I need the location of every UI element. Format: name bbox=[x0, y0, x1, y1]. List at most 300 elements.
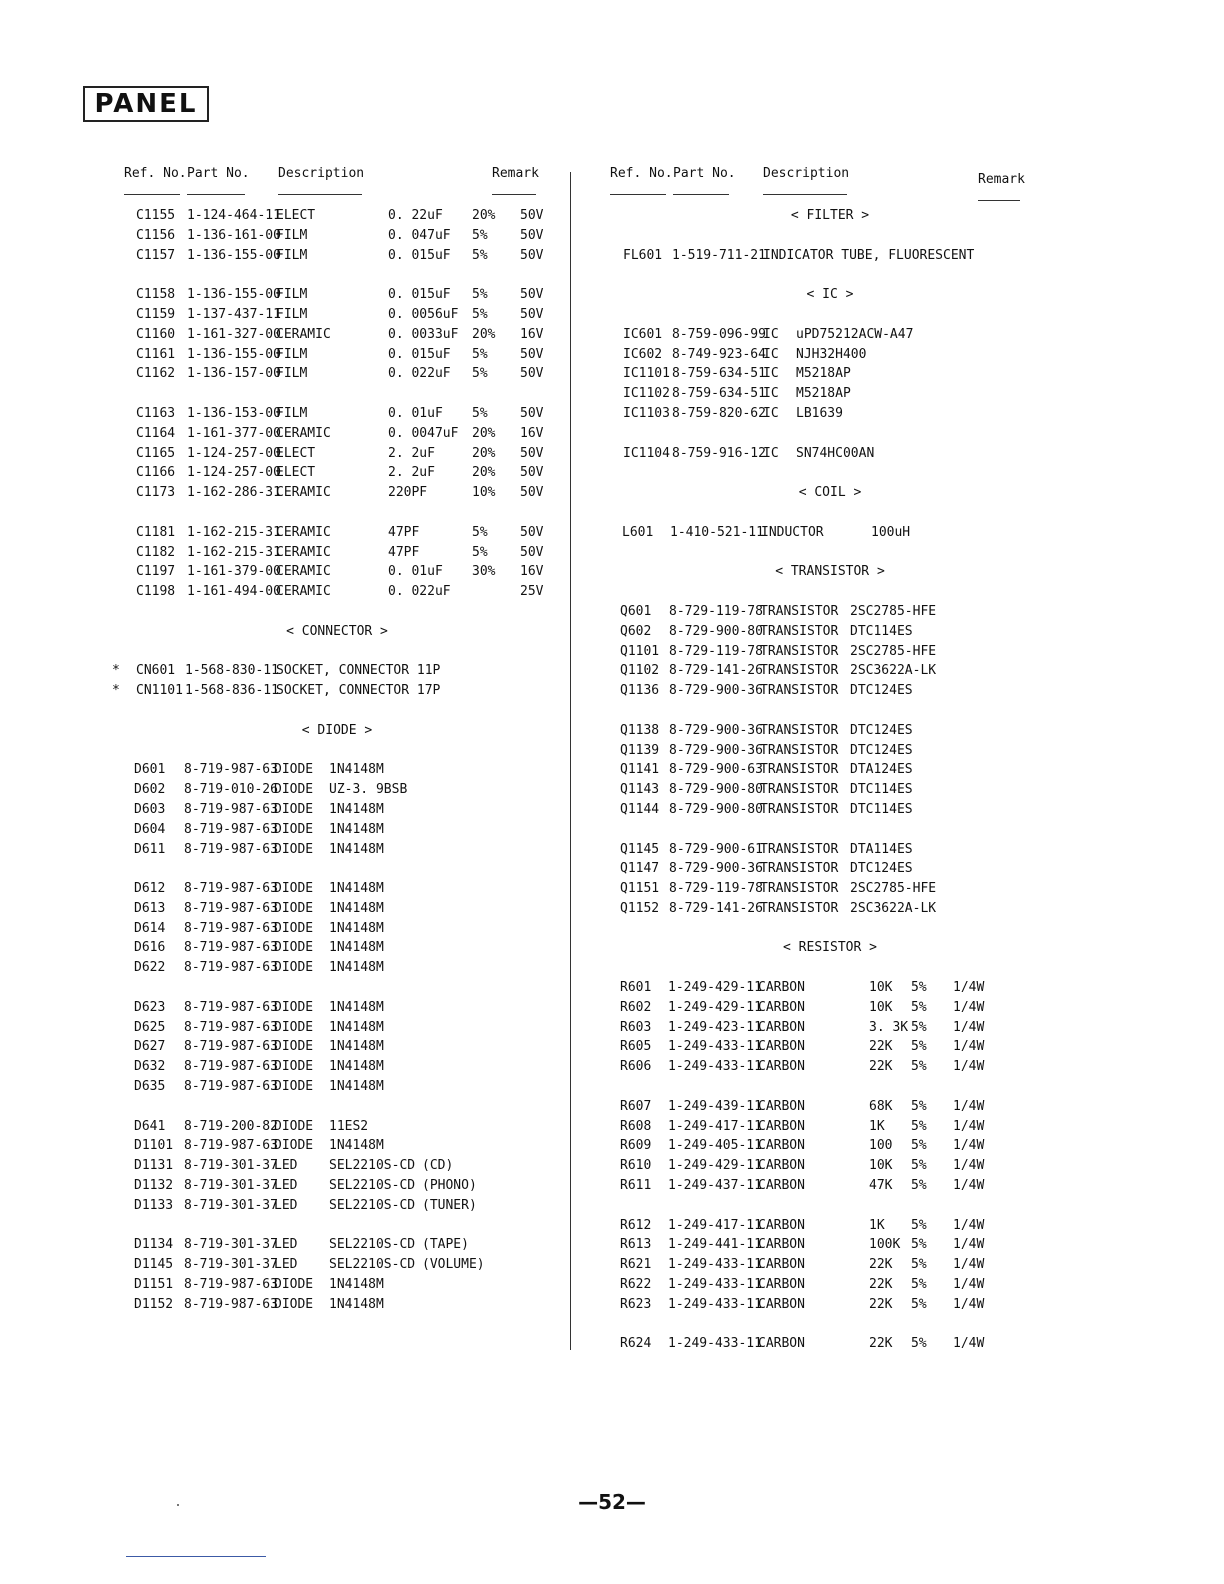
ref-no: D1134 bbox=[134, 1237, 174, 1253]
value: 0. 01uF bbox=[388, 405, 443, 421]
part-no: 8-729-900-36 bbox=[669, 742, 763, 758]
part-row bbox=[112, 1057, 562, 1077]
part-no: 8-759-820-62 bbox=[672, 405, 766, 421]
section-title: < CONNECTOR > bbox=[286, 623, 388, 639]
part-row bbox=[610, 978, 1050, 998]
description: DIODE bbox=[274, 841, 314, 857]
part-row bbox=[610, 760, 1050, 780]
tolerance: 5% bbox=[911, 1118, 927, 1134]
description: TRANSISTOR bbox=[760, 603, 839, 619]
part-no: 8-759-916-12 bbox=[672, 445, 766, 461]
model-no: UZ-3. 9BSB bbox=[329, 782, 408, 798]
part-row bbox=[112, 1037, 562, 1057]
voltage-rating: 50V bbox=[520, 485, 544, 501]
part-no: 8-749-923-64 bbox=[672, 346, 766, 362]
part-row bbox=[610, 622, 1050, 642]
description: SOCKET, CONNECTOR 11P bbox=[276, 663, 441, 679]
ref-no: Q1136 bbox=[620, 683, 660, 699]
model-no: SEL2210S-CD bbox=[329, 1178, 416, 1194]
ref-no: D1145 bbox=[134, 1257, 174, 1273]
ref-no: C1158 bbox=[136, 287, 176, 303]
part-row bbox=[112, 404, 562, 424]
function-note: (TUNER) bbox=[422, 1197, 477, 1213]
page-title: PANEL bbox=[83, 86, 209, 122]
part-row bbox=[112, 424, 562, 444]
row-spacer bbox=[112, 265, 562, 285]
value: 0. 0047uF bbox=[388, 425, 459, 441]
left-parts-list bbox=[112, 206, 562, 1315]
row-spacer bbox=[610, 1315, 1050, 1335]
tolerance: 5% bbox=[911, 1039, 927, 1055]
tolerance: 5% bbox=[911, 1138, 927, 1154]
part-row bbox=[610, 1117, 1050, 1137]
tolerance: 5% bbox=[911, 1178, 927, 1194]
ref-no: R609 bbox=[620, 1138, 652, 1154]
part-no: 8-719-987-63 bbox=[184, 940, 278, 956]
row-spacer bbox=[112, 503, 562, 523]
power-rating: 1/4W bbox=[953, 1059, 985, 1075]
ref-no: C1166 bbox=[136, 465, 176, 481]
description: CARBON bbox=[758, 1158, 805, 1174]
voltage-rating: 50V bbox=[520, 247, 544, 263]
model-no: SEL2210S-CD bbox=[329, 1257, 416, 1273]
part-no: 8-719-987-63 bbox=[184, 801, 278, 817]
tolerance: 5% bbox=[472, 524, 488, 540]
voltage-rating: 16V bbox=[520, 326, 544, 342]
tolerance: 5% bbox=[911, 999, 927, 1015]
ref-no: D616 bbox=[134, 940, 166, 956]
part-row bbox=[112, 1176, 562, 1196]
section-title: < TRANSISTOR > bbox=[775, 564, 885, 580]
description: IC bbox=[763, 366, 779, 382]
part-no: 8-729-900-36 bbox=[669, 861, 763, 877]
ref-no: C1164 bbox=[136, 425, 176, 441]
power-rating: 1/4W bbox=[953, 1039, 985, 1055]
ref-no: R607 bbox=[620, 1098, 652, 1114]
voltage-rating: 50V bbox=[520, 287, 544, 303]
ref-no: CN1101 bbox=[136, 683, 183, 699]
part-row bbox=[610, 325, 1050, 345]
model-no: uPD75212ACW-A47 bbox=[796, 326, 914, 342]
description: CERAMIC bbox=[276, 584, 331, 600]
ref-no: IC601 bbox=[623, 326, 663, 342]
part-row bbox=[112, 820, 562, 840]
power-rating: 1/4W bbox=[953, 1158, 985, 1174]
ref-no: IC1102 bbox=[623, 386, 670, 402]
voltage-rating: 50V bbox=[520, 227, 544, 243]
ref-no: D1151 bbox=[134, 1277, 174, 1293]
part-no: 1-161-494-00 bbox=[187, 584, 281, 600]
part-row bbox=[112, 206, 562, 226]
row-spacer bbox=[112, 978, 562, 998]
description: TRANSISTOR bbox=[760, 861, 839, 877]
description: DIODE bbox=[274, 1138, 314, 1154]
part-no: 8-729-119-78 bbox=[669, 603, 763, 619]
value: 0. 015uF bbox=[388, 346, 451, 362]
part-no: 8-719-010-26 bbox=[184, 782, 278, 798]
part-no: 8-729-900-61 bbox=[669, 841, 763, 857]
description: DIODE bbox=[274, 1296, 314, 1312]
part-row bbox=[112, 1196, 562, 1216]
power-rating: 1/4W bbox=[953, 1138, 985, 1154]
model-no: 2SC2785-HFE bbox=[850, 603, 937, 619]
description: LED bbox=[274, 1197, 298, 1213]
part-row bbox=[610, 681, 1050, 701]
part-row bbox=[610, 1136, 1050, 1156]
part-no: 8-719-987-63 bbox=[184, 1019, 278, 1035]
model-no: 2SC3622A-LK bbox=[850, 900, 937, 916]
part-row bbox=[610, 1275, 1050, 1295]
part-row bbox=[610, 404, 1050, 424]
ref-no: C1182 bbox=[136, 544, 176, 560]
description: CARBON bbox=[758, 1098, 805, 1114]
right-parts-column bbox=[610, 164, 1050, 1354]
tolerance: 5% bbox=[911, 1277, 927, 1293]
ref-no: Q1138 bbox=[620, 722, 660, 738]
part-no: 1-249-441-11 bbox=[668, 1237, 762, 1253]
model-no: SN74HC00AN bbox=[796, 445, 875, 461]
section-title: < IC > bbox=[806, 287, 854, 303]
part-row bbox=[112, 325, 562, 345]
description: CARBON bbox=[758, 1118, 805, 1134]
value: 10K bbox=[869, 1158, 893, 1174]
right-column-header bbox=[610, 164, 1050, 206]
description: LED bbox=[274, 1237, 298, 1253]
model-no: 1N4148M bbox=[329, 1277, 384, 1293]
part-no: 1-137-437-11 bbox=[187, 306, 281, 322]
description: DIODE bbox=[274, 1019, 314, 1035]
value: 0. 0033uF bbox=[388, 326, 459, 342]
part-row bbox=[610, 364, 1050, 384]
ref-no: C1198 bbox=[136, 584, 176, 600]
description: IC bbox=[763, 405, 779, 421]
model-no: DTC124ES bbox=[850, 722, 913, 738]
model-no: 11ES2 bbox=[329, 1118, 369, 1134]
description: TRANSISTOR bbox=[760, 841, 839, 857]
tolerance: 5% bbox=[472, 247, 488, 263]
voltage-rating: 50V bbox=[520, 208, 544, 223]
model-no: 1N4148M bbox=[329, 940, 384, 956]
tolerance: 5% bbox=[472, 227, 488, 243]
value: 22K bbox=[869, 1277, 893, 1293]
description: TRANSISTOR bbox=[760, 722, 839, 738]
part-no: 8-719-301-37 bbox=[184, 1178, 278, 1194]
voltage-rating: 50V bbox=[520, 306, 544, 322]
model-no: SEL2210S-CD bbox=[329, 1197, 416, 1213]
value: 0. 022uF bbox=[388, 584, 451, 600]
part-row bbox=[112, 543, 562, 563]
description: CERAMIC bbox=[276, 544, 331, 560]
description: LED bbox=[274, 1257, 298, 1273]
part-row bbox=[112, 998, 562, 1018]
power-rating: 1/4W bbox=[953, 1336, 985, 1352]
part-row bbox=[112, 444, 562, 464]
description: DIODE bbox=[274, 1039, 314, 1055]
description: CARBON bbox=[758, 1039, 805, 1055]
description: ELECT bbox=[276, 465, 316, 481]
value: 0. 0056uF bbox=[388, 306, 459, 322]
ref-no: IC1104 bbox=[623, 445, 670, 461]
part-row bbox=[112, 582, 562, 602]
ref-no: C1181 bbox=[136, 524, 176, 540]
row-spacer bbox=[112, 1216, 562, 1236]
column-divider bbox=[570, 172, 571, 1350]
value: 2. 2uF bbox=[388, 465, 435, 481]
part-row bbox=[610, 1156, 1050, 1176]
model-no: DTC114ES bbox=[850, 782, 913, 798]
description: FILM bbox=[276, 306, 308, 322]
ref-no: CN601 bbox=[136, 663, 176, 679]
description: CARBON bbox=[758, 1336, 805, 1352]
ref-no: D604 bbox=[134, 821, 166, 837]
description: ELECT bbox=[276, 208, 316, 223]
part-no: 8-729-900-63 bbox=[669, 762, 763, 778]
row-spacer bbox=[112, 1097, 562, 1117]
value: 22K bbox=[869, 1059, 893, 1075]
part-row bbox=[112, 364, 562, 384]
ref-no-header: Ref. No. bbox=[124, 166, 187, 181]
model-no: LB1639 bbox=[796, 405, 843, 421]
description: DIODE bbox=[274, 1118, 314, 1134]
row-spacer bbox=[610, 919, 1050, 939]
part-row bbox=[112, 463, 562, 483]
ref-no: Q1145 bbox=[620, 841, 660, 857]
ref-no: C1159 bbox=[136, 306, 176, 322]
description: TRANSISTOR bbox=[760, 683, 839, 699]
tolerance: 20% bbox=[472, 326, 496, 342]
part-row bbox=[112, 760, 562, 780]
part-row bbox=[112, 246, 562, 266]
value: 0. 015uF bbox=[388, 247, 451, 263]
model-no: 1N4148M bbox=[329, 920, 384, 936]
ref-no: D1133 bbox=[134, 1197, 174, 1213]
part-no: 1-249-417-11 bbox=[668, 1118, 762, 1134]
part-no: 8-719-987-63 bbox=[184, 900, 278, 916]
part-no: 1-136-161-00 bbox=[187, 227, 281, 243]
description: FILM bbox=[276, 227, 308, 243]
ref-no: R623 bbox=[620, 1296, 652, 1312]
description: LED bbox=[274, 1178, 298, 1194]
description: LED bbox=[274, 1158, 298, 1174]
part-no: 8-719-987-63 bbox=[184, 881, 278, 897]
part-row bbox=[610, 384, 1050, 404]
description: FILM bbox=[276, 247, 308, 263]
part-row bbox=[610, 859, 1050, 879]
part-no: 8-719-987-63 bbox=[184, 821, 278, 837]
ref-no: Q1139 bbox=[620, 742, 660, 758]
ref-no: C1197 bbox=[136, 564, 176, 580]
voltage-rating: 16V bbox=[520, 425, 544, 441]
row-spacer bbox=[610, 226, 1050, 246]
value: 22K bbox=[869, 1257, 893, 1273]
ref-no: C1162 bbox=[136, 366, 176, 382]
ref-no: Q602 bbox=[620, 623, 652, 639]
model-no: DTC114ES bbox=[850, 623, 913, 639]
power-rating: 1/4W bbox=[953, 1257, 985, 1273]
tolerance: 5% bbox=[472, 287, 488, 303]
row-spacer bbox=[610, 582, 1050, 602]
ref-no: D1131 bbox=[134, 1158, 174, 1174]
part-no: 1-410-521-11 bbox=[670, 524, 764, 540]
description: DIODE bbox=[274, 1079, 314, 1095]
part-row bbox=[610, 800, 1050, 820]
part-no: 8-729-900-36 bbox=[669, 722, 763, 738]
description: FILM bbox=[276, 346, 308, 362]
model-no: 1N4148M bbox=[329, 900, 384, 916]
ref-no: C1161 bbox=[136, 346, 176, 362]
part-row bbox=[610, 1295, 1050, 1315]
part-row bbox=[610, 642, 1050, 662]
ref-no-header: Ref. No. bbox=[610, 166, 673, 181]
value: 47PF bbox=[388, 524, 420, 540]
row-spacer bbox=[112, 642, 562, 662]
power-rating: 1/4W bbox=[953, 980, 985, 996]
tolerance: 5% bbox=[911, 1158, 927, 1174]
part-no: 1-249-429-11 bbox=[668, 999, 762, 1015]
part-no: 1-249-429-11 bbox=[668, 980, 762, 996]
description: CERAMIC bbox=[276, 524, 331, 540]
power-rating: 1/4W bbox=[953, 1118, 985, 1134]
part-no: 8-759-634-51 bbox=[672, 386, 766, 402]
ref-no: C1163 bbox=[136, 405, 176, 421]
part-no: 8-729-900-80 bbox=[669, 801, 763, 817]
row-spacer bbox=[610, 305, 1050, 325]
description: CARBON bbox=[758, 1296, 805, 1312]
description: CARBON bbox=[758, 1257, 805, 1273]
tolerance: 5% bbox=[911, 1257, 927, 1273]
part-no: 8-729-900-80 bbox=[669, 782, 763, 798]
part-no: 1-249-437-11 bbox=[668, 1178, 762, 1194]
voltage-rating: 16V bbox=[520, 564, 544, 580]
part-no: 1-249-433-11 bbox=[668, 1336, 762, 1352]
model-no: 1N4148M bbox=[329, 801, 384, 817]
ref-no: Q1101 bbox=[620, 643, 660, 659]
description: DIODE bbox=[274, 940, 314, 956]
header-underline bbox=[978, 200, 1020, 201]
tolerance: 5% bbox=[472, 405, 488, 421]
voltage-rating: 50V bbox=[520, 445, 544, 461]
part-row bbox=[610, 1334, 1050, 1354]
ref-no: D641 bbox=[134, 1118, 166, 1134]
model-no: 1N4148M bbox=[329, 1138, 384, 1154]
part-row bbox=[112, 1077, 562, 1097]
part-no: 1-124-464-11 bbox=[187, 208, 281, 223]
model-no: DTC114ES bbox=[850, 801, 913, 817]
tolerance: 20% bbox=[472, 208, 496, 223]
part-no: 8-729-900-80 bbox=[669, 623, 763, 639]
part-no: 1-249-433-11 bbox=[668, 1296, 762, 1312]
description: FILM bbox=[276, 405, 308, 421]
part-row bbox=[112, 562, 562, 582]
part-no: 1-249-423-11 bbox=[668, 1019, 762, 1035]
description: CARBON bbox=[758, 1237, 805, 1253]
ref-no: R621 bbox=[620, 1257, 652, 1273]
row-spacer bbox=[610, 503, 1050, 523]
ref-no: D602 bbox=[134, 782, 166, 798]
ref-no: Q1102 bbox=[620, 663, 660, 679]
description: DIODE bbox=[274, 881, 314, 897]
section-title: < DIODE > bbox=[301, 722, 373, 738]
description: CERAMIC bbox=[276, 425, 331, 441]
row-spacer bbox=[610, 1077, 1050, 1097]
part-no: 1-568-836-11 bbox=[185, 683, 279, 699]
voltage-rating: 50V bbox=[520, 405, 544, 421]
value: 10K bbox=[869, 980, 893, 996]
header-underline bbox=[278, 194, 362, 195]
value: 1K bbox=[869, 1118, 885, 1134]
part-no: 8-719-987-63 bbox=[184, 1277, 278, 1293]
part-no: 8-719-987-63 bbox=[184, 920, 278, 936]
description: DIODE bbox=[274, 1059, 314, 1075]
voltage-rating: 50V bbox=[520, 366, 544, 382]
part-row bbox=[112, 780, 562, 800]
row-spacer bbox=[112, 384, 562, 404]
part-no: 1-162-215-31 bbox=[187, 544, 281, 560]
power-rating: 1/4W bbox=[953, 1178, 985, 1194]
description: TRANSISTOR bbox=[760, 663, 839, 679]
tolerance: 20% bbox=[472, 465, 496, 481]
ref-no: R601 bbox=[620, 980, 652, 996]
part-row bbox=[112, 483, 562, 503]
part-row bbox=[610, 1097, 1050, 1117]
voltage-rating: 50V bbox=[520, 465, 544, 481]
power-rating: 1/4W bbox=[953, 999, 985, 1015]
tolerance: 5% bbox=[911, 1237, 927, 1253]
ref-no: R624 bbox=[620, 1336, 652, 1352]
tolerance: 5% bbox=[911, 1059, 927, 1075]
part-row bbox=[112, 1235, 562, 1255]
tolerance: 5% bbox=[472, 366, 488, 382]
value: 100K bbox=[869, 1237, 901, 1253]
ref-no: R606 bbox=[620, 1059, 652, 1075]
model-no: NJH32H400 bbox=[796, 346, 867, 362]
part-no: 8-719-987-63 bbox=[184, 1296, 278, 1312]
part-row bbox=[112, 938, 562, 958]
header-underline bbox=[124, 194, 180, 195]
ref-no: IC1103 bbox=[623, 405, 670, 421]
part-row bbox=[112, 523, 562, 543]
value: 0. 01uF bbox=[388, 564, 443, 580]
ref-no: R612 bbox=[620, 1217, 652, 1233]
part-row bbox=[610, 899, 1050, 919]
model-no: 1N4148M bbox=[329, 1039, 384, 1055]
description: TRANSISTOR bbox=[760, 881, 839, 897]
description-header: Description bbox=[278, 166, 365, 181]
part-row bbox=[610, 1176, 1050, 1196]
part-row bbox=[112, 661, 562, 681]
ref-no: R608 bbox=[620, 1118, 652, 1134]
ref-no: D1101 bbox=[134, 1138, 174, 1154]
section-title: < FILTER > bbox=[790, 208, 870, 223]
description: CARBON bbox=[758, 1059, 805, 1075]
part-no: 1-162-215-31 bbox=[187, 524, 281, 540]
description: TRANSISTOR bbox=[760, 623, 839, 639]
part-no: 1-136-155-00 bbox=[187, 287, 281, 303]
ref-no: D614 bbox=[134, 920, 166, 936]
description: INDICATOR TUBE, FLUORESCENT bbox=[763, 247, 975, 263]
description: DIODE bbox=[274, 999, 314, 1015]
part-row bbox=[112, 1275, 562, 1295]
part-row bbox=[610, 602, 1050, 622]
tolerance: 5% bbox=[472, 544, 488, 560]
row-spacer bbox=[610, 543, 1050, 563]
ref-no: R602 bbox=[620, 999, 652, 1015]
part-row bbox=[112, 899, 562, 919]
part-no: 1-161-327-00 bbox=[187, 326, 281, 342]
header-underline bbox=[763, 194, 847, 195]
part-no: 1-124-257-00 bbox=[187, 465, 281, 481]
ref-no: D625 bbox=[134, 1019, 166, 1035]
